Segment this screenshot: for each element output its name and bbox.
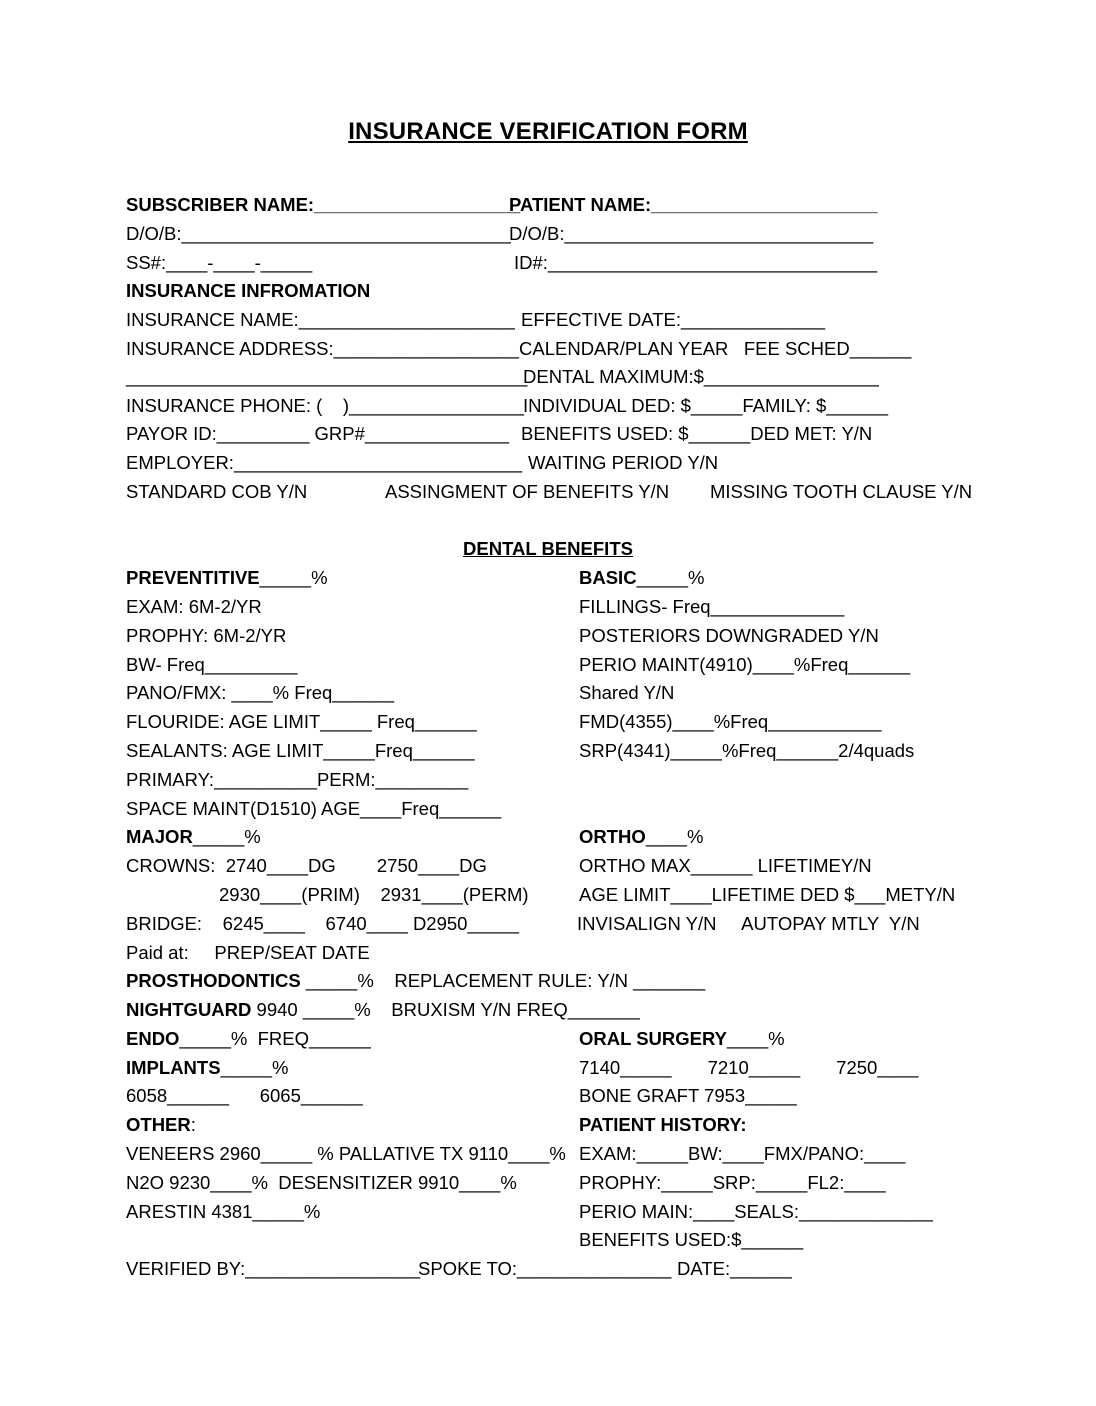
- patient-history-item[interactable]: PERIO MAIN:____SEALS:_____________: [579, 1201, 933, 1222]
- payor-group-field[interactable]: PAYOR ID:_________ GRP#______________: [126, 423, 509, 444]
- paid-at-field[interactable]: Paid at: PREP/SEAT DATE: [126, 942, 370, 963]
- preventive-item[interactable]: PROPHY: 6M-2/YR: [126, 625, 287, 646]
- oral-surgery-heading: [579, 1028, 785, 1050]
- patient-history-item[interactable]: EXAM:_____BW:____FMX/PANO:____: [579, 1143, 906, 1164]
- prosthodontics-fields[interactable]: _____% REPLACEMENT RULE: Y/N _______: [300, 970, 706, 991]
- patient-history-item[interactable]: PROPHY:_____SRP:_____FL2:____: [579, 1172, 886, 1193]
- basic-percent-field[interactable]: _____%: [636, 567, 705, 588]
- endo-label: ENDO: [126, 1028, 180, 1049]
- nightguard-row[interactable]: [126, 999, 640, 1021]
- preventive-percent-field[interactable]: _____%: [259, 567, 328, 588]
- preventive-item[interactable]: PRIMARY:__________PERM:_________: [126, 769, 469, 790]
- standard-cob-field[interactable]: STANDARD COB Y/N: [126, 481, 308, 502]
- ortho-heading-label: ORTHO: [579, 826, 646, 847]
- preventive-heading-label: PREVENTITIVE: [126, 567, 260, 588]
- assignment-of-benefits-field[interactable]: ASSINGMENT OF BENEFITS Y/N: [385, 481, 670, 502]
- insurance-phone-field[interactable]: INSURANCE PHONE: ( )_________________: [126, 395, 524, 416]
- other-colon: :: [190, 1114, 196, 1135]
- prosthodontics-row[interactable]: [126, 970, 705, 992]
- preventive-item[interactable]: SEALANTS: AGE LIMIT_____Freq______: [126, 740, 475, 761]
- invisalign-field[interactable]: INVISALIGN Y/N AUTOPAY MTLY Y/N: [577, 913, 920, 934]
- bone-graft-field[interactable]: BONE GRAFT 7953_____: [579, 1085, 797, 1106]
- preventive-item[interactable]: BW- Freq_________: [126, 654, 298, 675]
- preventive-item[interactable]: EXAM: 6M-2/YR: [126, 596, 262, 617]
- date-field[interactable]: DATE:______: [677, 1258, 792, 1279]
- subscriber-name-field[interactable]: SUBSCRIBER NAME:____________________: [126, 194, 520, 215]
- implants-heading: [126, 1057, 288, 1079]
- other-item[interactable]: N2O 9230____% DESENSITIZER 9910____%: [126, 1172, 517, 1193]
- preventive-item[interactable]: SPACE MAINT(D1510) AGE____Freq______: [126, 798, 501, 819]
- patient-history-item[interactable]: BENEFITS USED:$______: [579, 1229, 804, 1250]
- verified-by-field[interactable]: VERIFIED BY:_________________: [126, 1258, 421, 1279]
- insurance-address-line2-field[interactable]: _______________________________________: [126, 366, 528, 387]
- oral-surgery-codes-field[interactable]: 7140_____ 7210_____ 7250____: [579, 1057, 919, 1078]
- other-item[interactable]: ARESTIN 4381_____%: [126, 1201, 321, 1222]
- ortho-max-field[interactable]: ORTHO MAX______ LIFETIMEY/N: [579, 855, 872, 876]
- endo-fields[interactable]: _____% FREQ______: [179, 1028, 371, 1049]
- major-heading: [126, 826, 261, 848]
- other-item[interactable]: VENEERS 2960_____ % PALLATIVE TX 9110____%: [126, 1143, 566, 1164]
- basic-heading: [579, 567, 704, 589]
- page-title: INSURANCE VERIFICATION FORM: [348, 118, 748, 145]
- patient-name-field[interactable]: PATIENT NAME:______________________: [509, 194, 878, 215]
- patient-dob-field[interactable]: D/O/B:______________________________: [509, 223, 874, 244]
- insurance-address-field[interactable]: INSURANCE ADDRESS:__________________: [126, 338, 519, 359]
- preventive-item[interactable]: PANO/FMX: ____% Freq______: [126, 682, 395, 703]
- basic-item[interactable]: FMD(4355)____%Freq___________: [579, 711, 882, 732]
- basic-item[interactable]: POSTERIORS DOWNGRADED Y/N: [579, 625, 879, 646]
- ss-number-field[interactable]: SS#:____-____-_____: [126, 252, 313, 273]
- other-heading: [126, 1114, 196, 1136]
- dental-benefits-heading: DENTAL BENEFITS: [463, 538, 633, 559]
- calendar-plan-year-field[interactable]: CALENDAR/PLAN YEAR FEE SCHED______: [519, 338, 912, 359]
- waiting-period-field[interactable]: WAITING PERIOD Y/N: [528, 452, 719, 473]
- basic-item[interactable]: Shared Y/N: [579, 682, 675, 703]
- other-label: OTHER: [126, 1114, 191, 1135]
- patient-history-heading: PATIENT HISTORY:: [579, 1114, 747, 1135]
- implants-codes-field[interactable]: 6058______ 6065______: [126, 1085, 363, 1106]
- insurance-information-heading: INSURANCE INFROMATION: [126, 280, 371, 301]
- crowns-row-field[interactable]: CROWNS: 2740____DG 2750____DG: [126, 855, 487, 876]
- oral-surgery-percent-field[interactable]: ____%: [727, 1028, 785, 1049]
- effective-date-field[interactable]: EFFECTIVE DATE:______________: [521, 309, 826, 330]
- nightguard-fields[interactable]: 9940 _____% BRUXISM Y/N FREQ_______: [251, 999, 640, 1020]
- implants-percent-field[interactable]: _____%: [220, 1057, 289, 1078]
- bridge-field[interactable]: BRIDGE: 6245____ 6740____ D2950_____: [126, 913, 519, 934]
- prosthodontics-label: PROSTHODONTICS: [126, 970, 301, 991]
- basic-item[interactable]: FILLINGS- Freq_____________: [579, 596, 845, 617]
- implants-label: IMPLANTS: [126, 1057, 221, 1078]
- basic-item[interactable]: PERIO MAINT(4910)____%Freq______: [579, 654, 911, 675]
- ortho-percent-field[interactable]: ____%: [645, 826, 704, 847]
- major-heading-label: MAJOR: [126, 826, 193, 847]
- insurance-name-field[interactable]: INSURANCE NAME:_____________________: [126, 309, 515, 330]
- crowns-row-field[interactable]: 2930____(PRIM) 2931____(PERM): [219, 884, 529, 905]
- patient-id-field[interactable]: ID#:________________________________: [514, 252, 878, 273]
- preventive-item[interactable]: FLOURIDE: AGE LIMIT_____ Freq______: [126, 711, 477, 732]
- individual-deductible-field[interactable]: INDIVIDUAL DED: $_____FAMILY: $______: [523, 395, 889, 416]
- preventive-heading: [126, 567, 328, 589]
- missing-tooth-clause-field[interactable]: MISSING TOOTH CLAUSE Y/N: [710, 481, 973, 502]
- subscriber-dob-field[interactable]: D/O/B:________________________________: [126, 223, 511, 244]
- major-percent-field[interactable]: _____%: [192, 826, 261, 847]
- benefits-used-field[interactable]: BENEFITS USED: $______DED MET: Y/N: [521, 423, 873, 444]
- employer-field[interactable]: EMPLOYER:____________________________: [126, 452, 523, 473]
- spoke-to-field[interactable]: SPOKE TO:_______________: [418, 1258, 672, 1279]
- oral-surgery-label: ORAL SURGERY: [579, 1028, 728, 1049]
- basic-item[interactable]: SRP(4341)_____%Freq______2/4quads: [579, 740, 915, 761]
- endo-row[interactable]: [126, 1028, 371, 1050]
- nightguard-label: NIGHTGUARD: [126, 999, 252, 1020]
- basic-heading-label: BASIC: [579, 567, 637, 588]
- ortho-age-limit-field[interactable]: AGE LIMIT____LIFETIME DED $___METY/N: [579, 884, 956, 905]
- ortho-heading: [579, 826, 703, 848]
- dental-maximum-field[interactable]: DENTAL MAXIMUM:$_________________: [523, 366, 879, 387]
